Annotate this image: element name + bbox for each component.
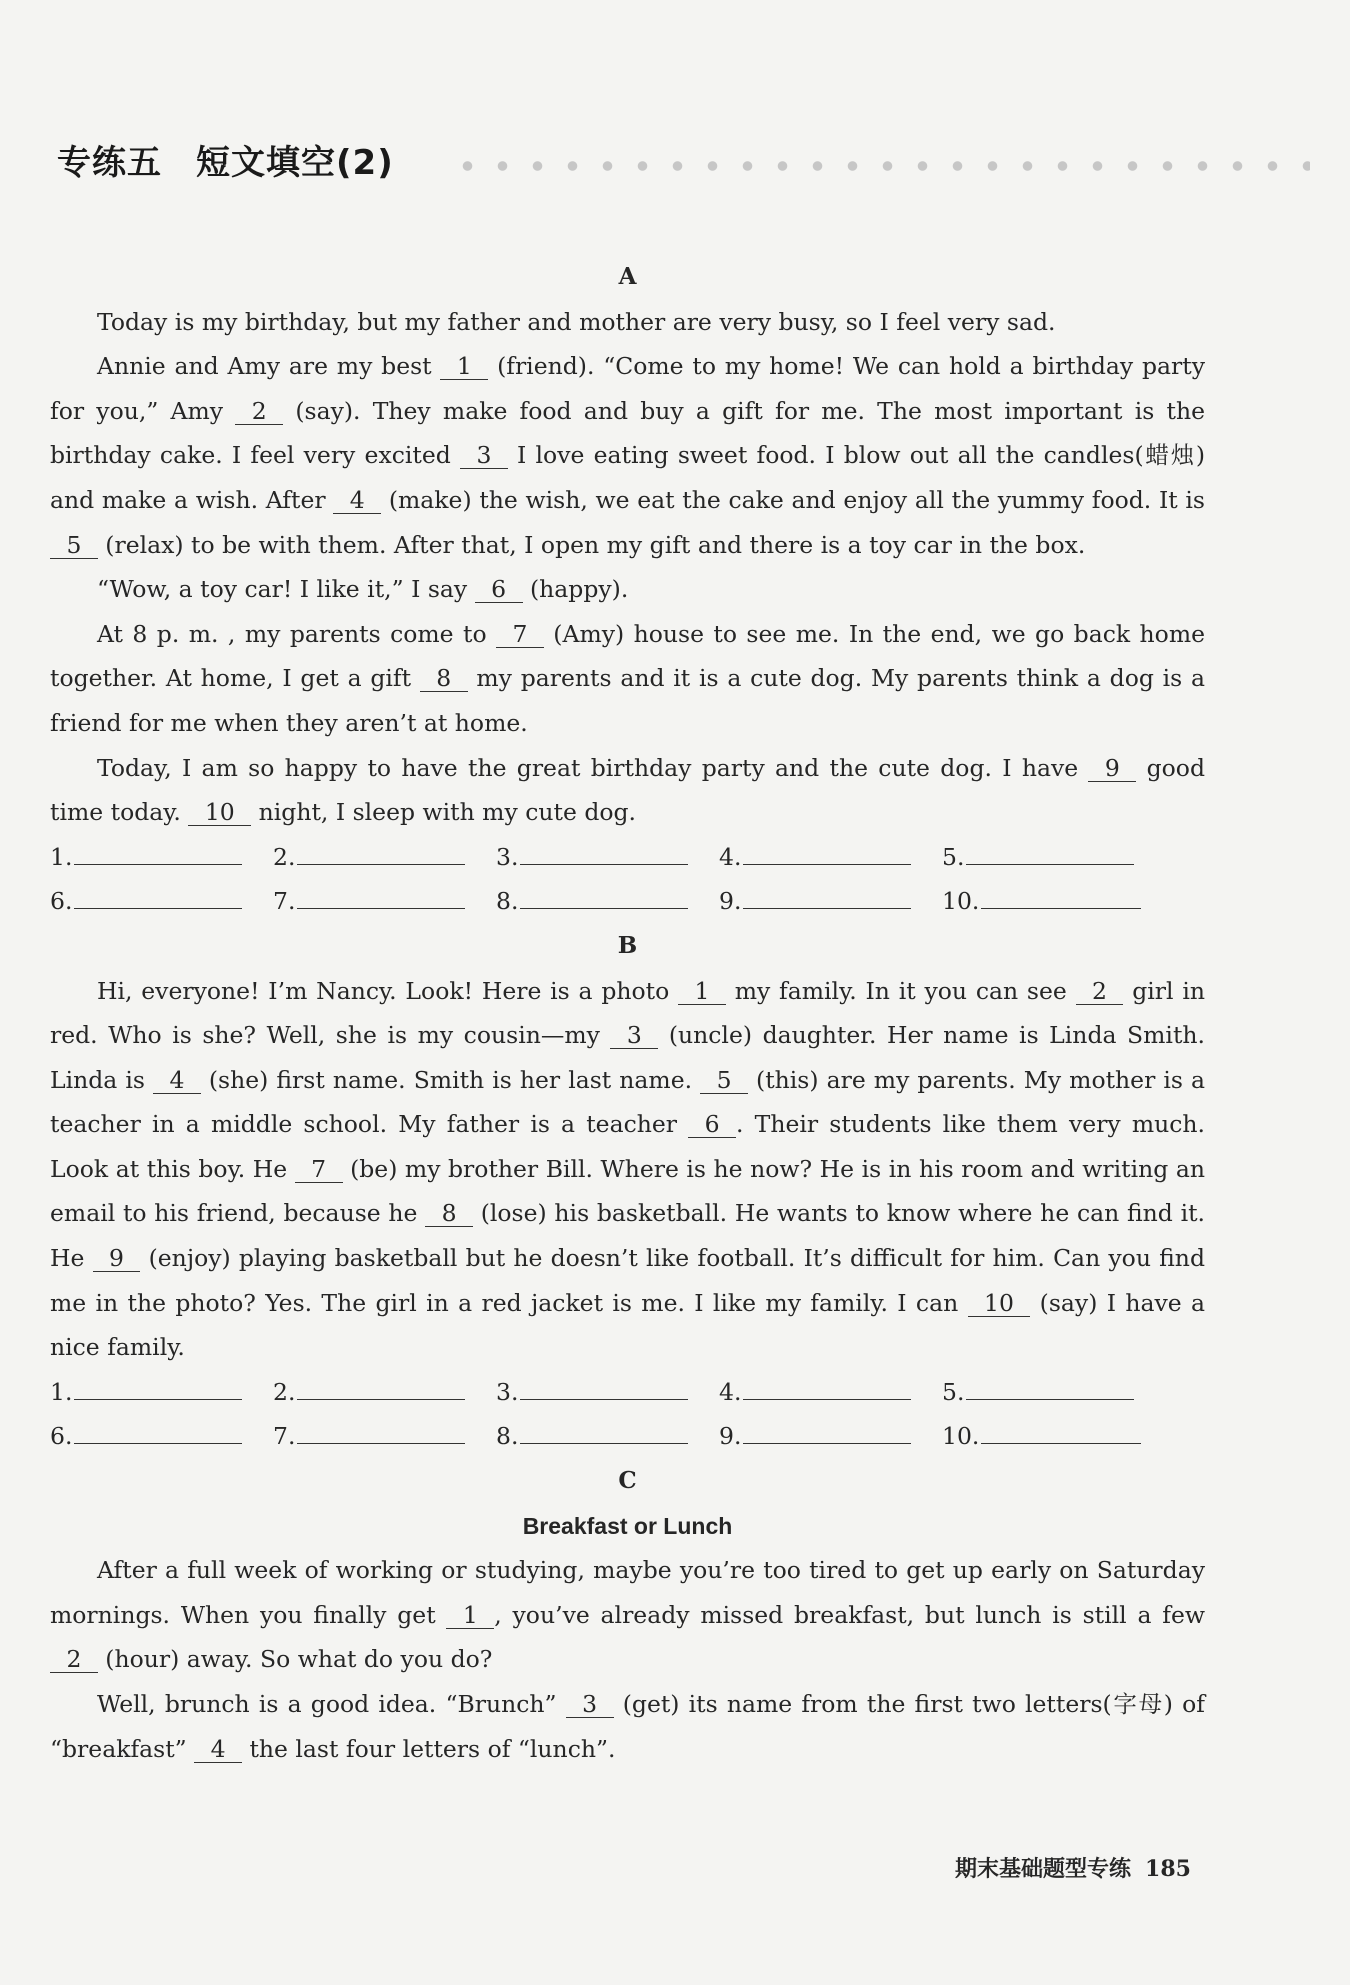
answer-number: 4. <box>719 1377 742 1406</box>
answer-cell <box>50 1414 273 1459</box>
passage-text: (this) are my parents. My mother is a teacher in a middle school. My father is a teacher <box>50 1065 1206 1139</box>
answer-number: 1. <box>50 842 73 871</box>
footer-label: 期末基础题型专练 <box>955 1857 1132 1882</box>
passage-paragraph <box>50 612 1205 746</box>
passage-paragraph <box>50 344 1205 567</box>
answer-number: 9. <box>719 1422 742 1451</box>
blank-number: 3 <box>460 442 508 469</box>
blank-number: 8 <box>420 665 468 692</box>
answer-number: 2. <box>273 1377 296 1406</box>
answer-blank[interactable] <box>743 886 911 909</box>
passage-text: (friend). “Come to my home! We can hold a birthday party for you,” Amy <box>50 352 1205 425</box>
answer-cell <box>50 1370 273 1415</box>
answer-number: 9. <box>719 887 742 916</box>
answer-cell <box>273 879 496 924</box>
answer-blank[interactable] <box>520 886 688 909</box>
exercise-content <box>50 255 1205 1771</box>
passage-text: (make) the wish, we eat the cake and enjoy all the yummy food. It is <box>381 485 1205 514</box>
passage-title: Breakfast or Lunch <box>522 1512 733 1539</box>
answer-grid <box>50 1370 1205 1459</box>
blank-number: 10 <box>188 799 251 826</box>
answer-blank[interactable] <box>743 1377 911 1400</box>
blank-number: 8 <box>425 1200 473 1227</box>
answer-number: 7. <box>273 1422 296 1451</box>
answer-cell <box>942 1414 1165 1459</box>
answer-number: 10. <box>942 1422 980 1451</box>
passage-text: Hi, everyone! I’m Nancy. Look! Here is a photo <box>97 976 679 1005</box>
answer-cell <box>496 1370 719 1415</box>
answer-cell <box>719 879 942 924</box>
section-label: C <box>618 1467 637 1495</box>
blank-number: 5 <box>50 532 98 559</box>
answer-cell <box>496 835 719 880</box>
answer-number: 6. <box>50 1422 73 1451</box>
answer-blank[interactable] <box>74 886 242 909</box>
passage-text: Annie and Amy are my best <box>97 352 441 381</box>
blank-number: 10 <box>968 1290 1031 1317</box>
page-footer <box>955 1852 1191 1883</box>
blank-number: 9 <box>93 1245 141 1272</box>
blank-number: 2 <box>235 398 283 425</box>
blank-number: 4 <box>153 1067 201 1094</box>
passage-text: good time today. <box>50 753 1205 827</box>
blank-number: 3 <box>610 1022 658 1049</box>
answer-number: 7. <box>273 887 296 916</box>
passage-text: (relax) to be with them. After that, I open my gift and there is a toy car in the box. <box>97 530 1086 559</box>
answer-cell <box>50 835 273 880</box>
blank-number: 2 <box>1076 978 1124 1005</box>
blank-number: 1 <box>440 353 488 380</box>
blank-number: 4 <box>333 487 381 514</box>
passage-text: Today, I am so happy to have the great birthday party and the cute dog. I have <box>97 753 1089 782</box>
passage-text: I love eating sweet food. I blow out all the candles(蜡烛) and make a wish. After <box>50 441 1206 514</box>
answer-number: 1. <box>50 1377 73 1406</box>
passage-paragraph <box>50 746 1205 835</box>
answer-blank[interactable] <box>74 1421 242 1444</box>
passage-paragraph <box>50 1548 1205 1682</box>
answer-cell <box>496 1414 719 1459</box>
answer-cell <box>273 1414 496 1459</box>
passage-text: . Their students like them very much. Look at this boy. He <box>50 1110 1206 1183</box>
blank-number: 1 <box>446 1602 494 1629</box>
answer-blank[interactable] <box>297 1377 465 1400</box>
passage-text: (hour) away. So what do you do? <box>97 1645 493 1674</box>
answer-cell <box>273 1370 496 1415</box>
blank-number: 7 <box>295 1156 343 1183</box>
answer-blank[interactable] <box>297 1421 465 1444</box>
passage-text: (be) my brother Bill. Where is he now? He is in his room and writing an email to his friend, because he <box>50 1154 1205 1228</box>
passage-text: (happy). <box>522 575 629 604</box>
answer-cell <box>719 1414 942 1459</box>
answer-blank[interactable] <box>520 1377 688 1400</box>
answer-blank[interactable] <box>743 842 911 865</box>
answer-cell <box>719 835 942 880</box>
answer-number: 8. <box>496 887 519 916</box>
passage-text: girl in red. Who is she? Well, she is my cousin—my <box>50 976 1205 1050</box>
page-number: 185 <box>1145 1856 1191 1882</box>
answer-grid <box>50 835 1205 924</box>
title-part2: 短文填空(2) <box>196 143 394 183</box>
passage-paragraph <box>50 1682 1205 1771</box>
passage-text: (uncle) daughter. Her name is Linda Smith. Linda is <box>50 1021 1205 1094</box>
passage-text: (lose) his basketball. He wants to know where he can find it. He <box>50 1199 1205 1273</box>
answer-blank[interactable] <box>743 1421 911 1444</box>
answer-blank[interactable] <box>297 842 465 865</box>
title-dot-divider <box>450 160 1310 172</box>
blank-number: 2 <box>50 1646 98 1673</box>
passage-text: (enjoy) playing basketball but he doesn’t like football. It’s difficult for him. Can you find me in the photo? Yes. The girl in a red jacket is me. I like my family. I can <box>50 1244 1205 1317</box>
title-part1: 专练五 <box>57 143 162 183</box>
answer-number: 2. <box>273 842 296 871</box>
answer-number: 10. <box>942 887 980 916</box>
answer-number: 6. <box>50 887 73 916</box>
passage-text: my parents and it is a cute dog. My parents think a dog is a friend for me when they aren’t at home. <box>50 664 1205 737</box>
answer-blank[interactable] <box>520 842 688 865</box>
section-label: A <box>618 263 637 290</box>
passage-text: my family. In it you can see <box>725 976 1076 1005</box>
passage-text: “Wow, a toy car! I like it,” I say <box>97 575 475 604</box>
answer-blank[interactable] <box>966 842 1134 865</box>
answer-number: 3. <box>496 1377 519 1406</box>
passage-text: (get) its name from the first two letters(字母) of “breakfast” <box>50 1690 1205 1763</box>
passage-text: (she) first name. Smith is her last name. <box>200 1065 701 1094</box>
answer-cell <box>942 879 1165 924</box>
answer-cell <box>942 1370 1165 1415</box>
answer-cell <box>719 1370 942 1415</box>
blank-number: 1 <box>678 978 726 1005</box>
answer-cell <box>496 879 719 924</box>
passage-text: After a full week of working or studying, maybe you’re too tired to get up early on Saturday mornings. When you finally get <box>50 1556 1205 1629</box>
answer-blank[interactable] <box>981 1421 1141 1444</box>
blank-number: 9 <box>1088 755 1136 782</box>
passage-text: Well, brunch is a good idea. “Brunch” <box>97 1690 566 1718</box>
answer-number: 8. <box>496 1422 519 1451</box>
blank-number: 6 <box>475 576 523 603</box>
answer-number: 4. <box>719 842 742 871</box>
section-label: B <box>617 931 638 959</box>
passage-text: the last four letters of “lunch”. <box>241 1734 616 1763</box>
blank-number: 3 <box>566 1691 614 1718</box>
answer-number: 5. <box>942 842 965 871</box>
blank-number: 4 <box>194 1736 242 1763</box>
passage-text: At 8 p. m. , my parents come to <box>97 619 497 648</box>
passage-text: (say) I have a nice family. <box>50 1288 1205 1362</box>
answer-blank[interactable] <box>74 842 242 865</box>
answer-cell <box>942 835 1165 880</box>
passage-text: , you’ve already missed breakfast, but lunch is still a few <box>494 1600 1205 1629</box>
answer-number: 5. <box>942 1377 965 1406</box>
answer-cell <box>50 879 273 924</box>
answer-blank[interactable] <box>297 886 465 909</box>
answer-blank[interactable] <box>74 1377 242 1400</box>
passage-paragraph <box>50 567 1205 612</box>
page-title <box>57 135 394 184</box>
passage-paragraph <box>50 300 1205 345</box>
passage-text: night, I sleep with my cute dog. <box>251 798 637 827</box>
passage-text: (say). They make food and buy a gift for me. The most important is the birthday cake. I feel very excited <box>50 396 1205 470</box>
passage-paragraph <box>50 969 1205 1370</box>
answer-blank[interactable] <box>981 886 1141 909</box>
answer-blank[interactable] <box>520 1421 688 1444</box>
answer-blank[interactable] <box>966 1377 1134 1400</box>
passage-text: Today is my birthday, but my father and mother are very busy, so I feel very sad. <box>97 307 1056 336</box>
answer-cell <box>273 835 496 880</box>
passage-text: (Amy) house to see me. In the end, we go back home together. At home, I get a gift <box>50 619 1206 693</box>
blank-number: 5 <box>700 1067 748 1094</box>
blank-number: 7 <box>496 621 544 648</box>
blank-number: 6 <box>688 1111 736 1138</box>
answer-number: 3. <box>496 842 519 871</box>
